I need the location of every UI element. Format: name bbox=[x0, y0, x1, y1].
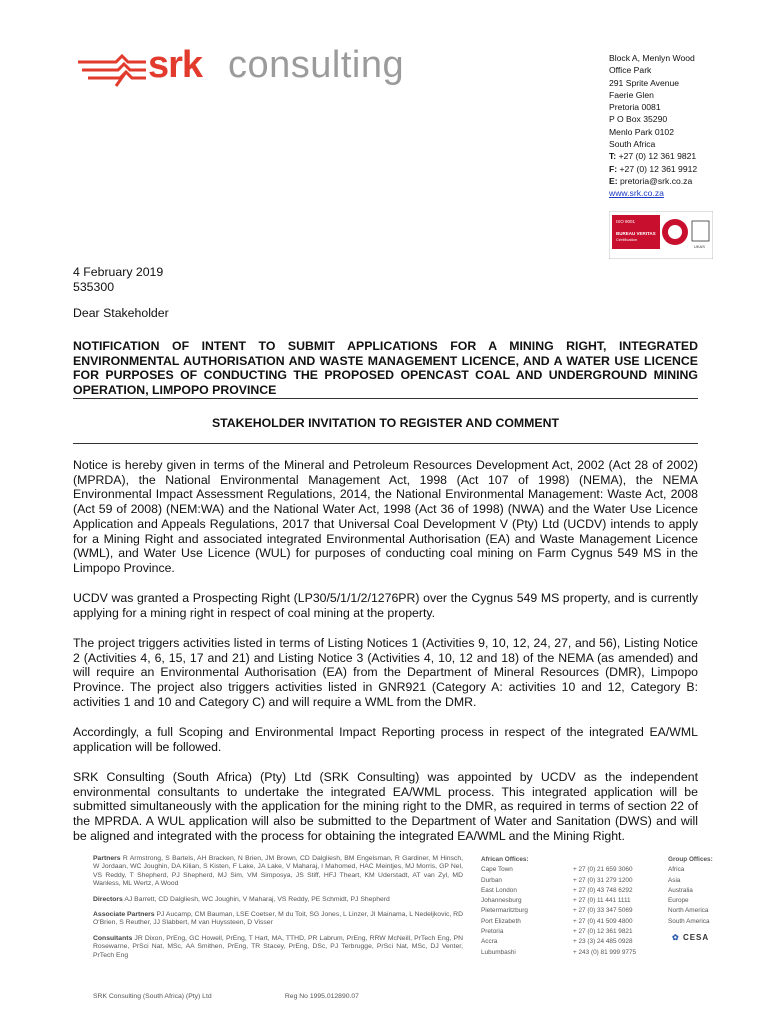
office-row: Lubumbashi + 243 (0) 81 999 9775 bbox=[481, 948, 637, 956]
group-item: Australia bbox=[668, 886, 693, 894]
body-paragraph: The project triggers activities listed in terms of Listing Notices 1 (Activities 9, 10, 12, 24, 27, and 56), Listing Notice 2 (Activities 4, 6, 15, 17 and 21) and Listing Notice 3 (Activities 4, 10, 12 and 18) of the NEMA (as amended) and will require an Environmental Authorisation (EA) from the Department of Mineral Resources (DMR), Limpopo Province. The project also triggers activities listed in GNR921 (Category A: activities 10 and 12, Category B: activities 1 and 10 and Category C) and will require a WML from the DMR. bbox=[73, 636, 698, 709]
registration-number: Reg No 1995.012890.07 bbox=[284, 993, 359, 1000]
srk-wings-icon bbox=[76, 52, 148, 92]
office-row: Durban + 27 (0) 31 279 1200 bbox=[481, 876, 633, 884]
group-item: Africa bbox=[668, 866, 685, 874]
office-row: Port Elizabeth + 27 (0) 41 509 4800 bbox=[481, 917, 633, 925]
office-row: East London + 27 (0) 43 748 6292 bbox=[481, 886, 633, 894]
group-item: South America bbox=[668, 917, 710, 925]
group-item: North America bbox=[668, 907, 709, 915]
footer-people bbox=[93, 855, 463, 967]
offices-table bbox=[481, 865, 636, 958]
email: E: pretoria@srk.co.za bbox=[609, 175, 693, 186]
group-offices bbox=[668, 855, 713, 927]
letter-date: 4 February 2019 bbox=[73, 265, 164, 279]
notice-subtitle: STAKEHOLDER INVITATION TO REGISTER AND COMMENT bbox=[211, 416, 560, 430]
notice-title: NOTIFICATION OF INTENT TO SUBMIT APPLICATIONS FOR A MINING RIGHT, INTEGRATED ENVIRONMENTAL AUTHORISATION AND WASTE MANAGEMENT LICENCE, AND A WATER USE LICENCE FOR PURPOSES OF CONDUCTING THE PROPOSED OPENCAST COAL AND UNDERGROUND MINING OPERATION, LIMPOPO PROVINCE bbox=[73, 339, 698, 397]
body-paragraph: UCDV was granted a Prospecting Right (LP30/5/1/1/2/1276PR) over the Cygnus 549 MS property, and is currently applying for a mining right in respect of coal mining at the property. bbox=[73, 591, 698, 620]
cert-bureau: BUREAU VERITAS bbox=[616, 231, 656, 236]
office-row: Accra + 23 (3) 24 485 0928 bbox=[481, 938, 633, 946]
directors: Directors AJ Barrett, CD Dalgliesh, WC Joughin, V Maharaj, VS Reddy, PE Schmidt, PJ Shepherd bbox=[93, 895, 390, 903]
body-paragraph: Accordingly, a full Scoping and Environmental Impact Reporting process in respect of the integrated EA/WML application will be followed. bbox=[73, 725, 698, 754]
african-offices bbox=[481, 855, 636, 958]
office-row: Cape Town + 27 (0) 21 659 3060 bbox=[481, 866, 633, 874]
address-block bbox=[609, 52, 697, 200]
group-item: Europe bbox=[668, 897, 689, 905]
letter-reference: 535300 bbox=[73, 279, 115, 294]
cert-certification: Certification bbox=[616, 237, 638, 242]
address-line: Pretoria 0081 bbox=[609, 102, 661, 113]
address-line: South Africa bbox=[609, 139, 656, 150]
address-line: 291 Sprite Avenue bbox=[609, 77, 680, 88]
logo-brand: srk bbox=[148, 44, 203, 86]
office-row: Pietermaritzburg + 27 (0) 33 347 5069 bbox=[481, 907, 633, 915]
group-item: Asia bbox=[668, 876, 681, 884]
office-row: Johannesburg + 27 (0) 11 441 1111 bbox=[481, 897, 631, 905]
certification-badge bbox=[609, 211, 713, 259]
website-link[interactable]: www.srk.co.za bbox=[609, 188, 664, 199]
associate-partners: Associate Partners PJ Aucamp, CM Bauman, LSE Coetser, M du Toit, SG Jones, L Linzer, JI Mainama, L Nedeljkovic, RD O'Brien, S Reuther, JJ Slabbert, M van Huyssteen, D Visser bbox=[93, 911, 463, 927]
partners: Partners R Armstrong, S Bartels, AH Bracken, N Brien, JM Brown, CD Dalgliesh, BM Engelsman, R Gardiner, M Hinsch, W Jordaan, WC Joughin, DA Kilian, S Kisten, F Lake, JA Lake, V Maharaj, I Mahomed, HAC Meintjes, MJ Morris, GP Nel, VS Reddy, T Shepherd, PJ Shepherd, MJ Sim, VM Simposya, JS Stiff, HFJ Theart, KM Uderstadt, AT van Zyl, MD Wanless, ML Wertz, A Wood bbox=[93, 855, 463, 888]
registration-line bbox=[93, 993, 359, 1000]
salutation: Dear Stakeholder bbox=[73, 306, 169, 320]
logo-suffix: consulting bbox=[228, 44, 405, 86]
letter-body bbox=[73, 458, 698, 859]
srk-logo bbox=[76, 44, 436, 94]
address-line: Block A, Menlyn Wood bbox=[609, 53, 695, 63]
consultants: Consultants JR Dixon, PrEng, GC Howell, PrEng, T Hart, MA, TTHD, PR Labrum, PrEng, RRW McNeill, PrTech Eng, PN Rosewarne, PrSci Nat, MSc, AA Smithen, PrEng, TR Stacey, PrEng, DSc, PJ Terbrugge, PrSci Nat, MSc, DJ Venter, PrTech Eng bbox=[93, 934, 463, 959]
address-line: P O Box 35290 bbox=[609, 114, 668, 125]
offices-header: African Offices: bbox=[481, 856, 529, 863]
divider bbox=[73, 443, 698, 444]
body-paragraph: SRK Consulting (South Africa) (Pty) Ltd (SRK Consulting) was appointed by UCDV as the independent environmental consultants to undertake the integrated EA/WML process. This integrated application will be submitted simultaneously with the application for the mining right to the DMR, as required in terms of section 22 of the MPRDA. A WUL application will also be submitted to the Department of Water and Sanitation (DWS) and will be aligned and integrated with the process for obtaining the integrated EA/WML and the Mining Right. bbox=[73, 769, 698, 843]
divider bbox=[73, 398, 698, 399]
office-row: Pretoria + 27 (0) 12 361 9821 bbox=[481, 928, 633, 936]
letter-date-ref bbox=[73, 265, 163, 294]
address-line: Faerie Glen bbox=[609, 89, 654, 100]
cert-iso: ISO 9001 bbox=[616, 219, 636, 224]
company-name: SRK Consulting (South Africa) (Pty) Ltd bbox=[93, 993, 212, 1000]
groups-header: Group Offices: bbox=[668, 856, 713, 863]
address-line: Office Park bbox=[609, 65, 652, 76]
cert-ukas: UKAS bbox=[694, 244, 705, 249]
cesa-logo: ✿ CESA bbox=[672, 933, 710, 942]
telephone: T: +27 (0) 12 361 9821 bbox=[609, 151, 697, 162]
cesa-icon: ✿ bbox=[672, 933, 680, 942]
fax: F: +27 (0) 12 361 9912 bbox=[609, 163, 698, 174]
address-line: Menlo Park 0102 bbox=[609, 126, 674, 137]
body-paragraph: Notice is hereby given in terms of the Mineral and Petroleum Resources Development Act, 2002 (Act 28 of 2002) (MPRDA), the National Environmental Management Act, 1998 (Act 107 of 1998) (NEMA), the NEMA Environmental Impact Assessment Regulations, 2014, the National Environmental Management: Waste Act, 2008 (Act 59 of 2008) (NEM:WA) and the National Water Act, 1998 (Act 36 of 1998) (NWA) and the Water Use Licence Application and Appeals Regulations, 2017 that Universal Coal Development V (Pty) Ltd (UCDV) intends to apply for a Mining Right and associated integrated Environmental Authorisation (EA) and Waste Management Licence (WML), and Water Use Licence (WUL) for purposes of conducting coal mining on Farm Cygnus 549 MS in the Limpopo Province. bbox=[73, 458, 698, 575]
